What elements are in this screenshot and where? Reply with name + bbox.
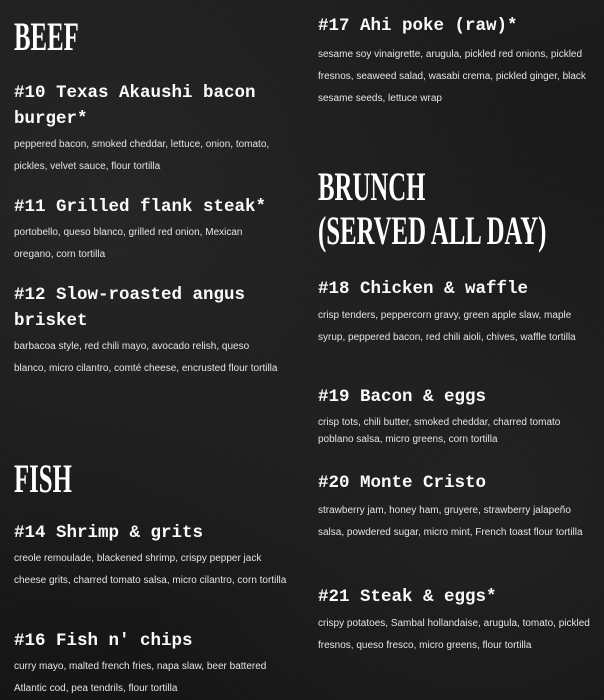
menu-item-title: #19 Bacon & eggs (318, 387, 487, 407)
menu-item-description: crispy potatoes, Sambal hollandaise, arugula, tomato, pickled fresnos, queso fresco, micro greens, flour tortilla (318, 618, 590, 651)
menu-item-description: strawberry jam, honey ham, gruyere, strawberry jalapeño salsa, powdered sugar, micro mint, French toast flour tortilla (318, 505, 583, 538)
menu-item-description: peppered bacon, smoked cheddar, lettuce, onion, tomato, pickles, velvet sauce, flour tortilla (14, 139, 270, 172)
menu-item-title: #11 Grilled flank steak* (14, 197, 267, 217)
menu-item-title: #21 Steak & eggs* (318, 587, 497, 607)
menu-item-title: #20 Monte Cristo (318, 473, 487, 493)
section-heading-brunch-subtitle: (SERVED ALL DAY) (318, 208, 547, 253)
menu-item-description: portobello, queso blanco, grilled red onion, Mexican oregano, corn tortilla (14, 227, 243, 260)
menu-item-title: #14 Shrimp & grits (14, 523, 204, 543)
menu-item-description: sesame soy vinaigrette, arugula, pickled red onions, pickled fresnos, seaweed salad, wasabi crema, pickled ginger, black sesame seeds, lettuce wrap (318, 49, 586, 104)
menu-item-title: #10 Texas Akaushi bacon burger* (14, 83, 256, 129)
menu-item-title: #17 Ahi poke (raw)* (318, 16, 518, 36)
menu-item-description: barbacoa style, red chili mayo, avocado relish, queso blanco, micro cilantro, comté cheese, encrusted flour tortilla (14, 341, 278, 374)
menu-item-description: crisp tenders, peppercorn gravy, green apple slaw, maple syrup, peppered bacon, red chili aioli, chives, waffle tortilla (318, 310, 576, 343)
section-heading-beef: BEEF (14, 14, 79, 59)
menu-item-description: curry mayo, malted french fries, napa slaw, beer battered Atlantic cod, pea tendrils, flour tortilla (14, 661, 267, 694)
menu-item-title: #16 Fish n' chips (14, 631, 193, 651)
menu-item-description: crisp tots, chili butter, smoked cheddar, charred tomato poblano salsa, micro greens, corn tortilla (318, 417, 561, 445)
menu-item-title: #12 Slow-roasted angus brisket (14, 285, 246, 331)
menu-item-title: #18 Chicken & waffle (318, 279, 529, 299)
menu-item-description: creole remoulade, blackened shrimp, crispy pepper jack cheese grits, charred tomato salsa, micro cilantro, corn tortilla (14, 553, 287, 586)
section-heading-brunch: BRUNCH (318, 164, 426, 209)
section-heading-fish: FISH (14, 456, 72, 501)
